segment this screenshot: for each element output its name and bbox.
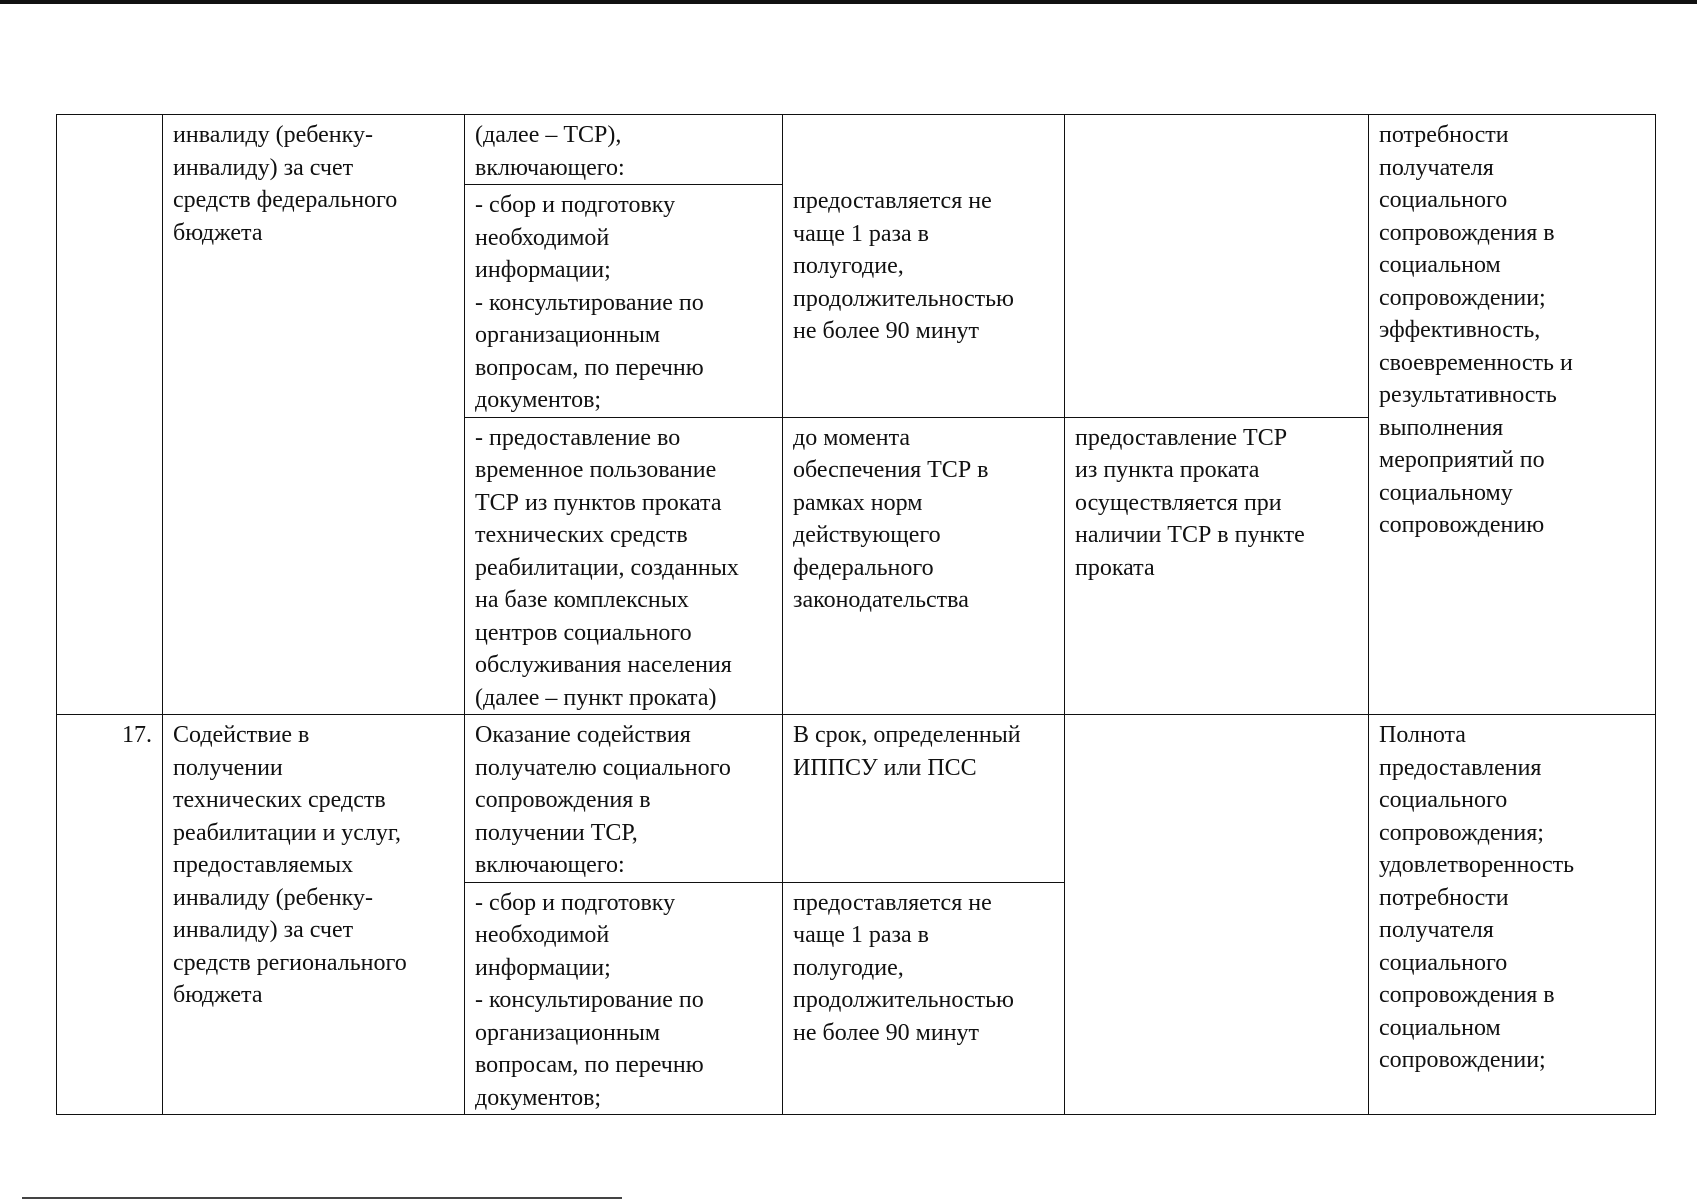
row-number-cell: [57, 115, 163, 715]
service-name-cell: [163, 115, 465, 715]
page-top-border: [0, 0, 1697, 4]
content-cell: [465, 882, 783, 1115]
indicators-text: потребности получателя социального сопровождения в социальном сопровождении; эффективность, своевременность и результативность выполнения мероприятий по социальному сопровождению: [1379, 122, 1573, 538]
row-number-cell: [57, 715, 163, 1115]
term-text: предоставляется не чаще 1 раза в полугодие, продолжительностью не более 90 минут: [793, 188, 1014, 344]
service-name-text: Содействие в получении технических средств реабилитации и услуг, предоставляемых инвалиду (ребенку- инвалиду) за счет средств регионального бюджета: [173, 722, 407, 1008]
term-cell: [783, 715, 1065, 883]
content-text: - предоставление во временное пользование ТСР из пунктов проката технических средств реабилитации, созданных на базе комплексных центров социального обслуживания населения (далее – пункт проката): [475, 424, 739, 711]
row-number-text: 17.: [122, 722, 152, 748]
service-table: [56, 114, 1656, 1115]
content-header-cell: [465, 715, 783, 883]
indicators-cell: [1369, 115, 1656, 715]
condition-cell: [1065, 715, 1369, 1115]
condition-text: предоставление ТСР из пункта проката осуществляется при наличии ТСР в пункте проката: [1075, 424, 1305, 581]
content-header-text: Оказание содействия получателю социального сопровождения в получении ТСР, включающего:: [475, 722, 731, 878]
content-text: - сбор и подготовку необходимой информации; - консультирование по организационным вопросам, по перечню документов;: [475, 192, 704, 413]
table-row: [57, 715, 1656, 883]
condition-cell: [1065, 115, 1369, 418]
content-header-text: (далее – ТСР), включающего:: [475, 122, 625, 181]
indicators-text: Полнота предоставления социального сопровождения; удовлетворенность потребности получателя социального сопровождения в социальном сопровождении;: [1379, 722, 1575, 1073]
indicators-cell: [1369, 715, 1656, 1115]
term-cell: [783, 417, 1065, 715]
term-text: предоставляется не чаще 1 раза в полугодие, продолжительностью не более 90 минут: [793, 889, 1014, 1046]
term-text: В срок, определенный ИППСУ или ПСС: [793, 722, 1021, 781]
table-row: [57, 115, 1656, 185]
footer-rule: [22, 1197, 622, 1199]
content-cell: [465, 185, 783, 418]
service-name-cell: [163, 715, 465, 1115]
content-cell: [465, 417, 783, 715]
term-text: до момента обеспечения ТСР в рамках норм действующего федерального законодательства: [793, 424, 989, 613]
condition-cell: [1065, 417, 1369, 715]
content-text: - сбор и подготовку необходимой информации; - консультирование по организационным вопросам, по перечню документов;: [475, 889, 704, 1111]
term-cell: [783, 882, 1065, 1115]
service-name-text: инвалиду (ребенку- инвалиду) за счет средств федерального бюджета: [173, 122, 398, 246]
term-cell: [783, 115, 1065, 418]
content-header-cell: [465, 115, 783, 185]
